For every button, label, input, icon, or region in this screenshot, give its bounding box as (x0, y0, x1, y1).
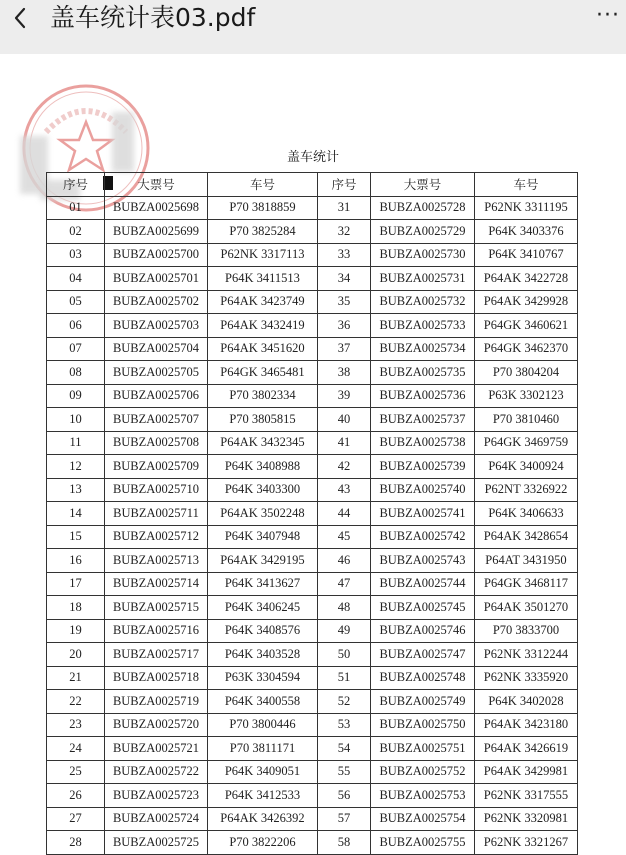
vehicle-stats-table (46, 172, 578, 855)
cell-ticket-no: BUBZA0025714 (105, 572, 208, 596)
cell-seq: 19 (47, 619, 105, 643)
cell-seq: 06 (47, 314, 105, 338)
cell-ticket-no: BUBZA0025744 (371, 572, 475, 596)
cell-car-no: P64GK 3460621 (475, 314, 578, 338)
cell-car-no: P62NK 3320981 (475, 807, 578, 831)
cell-seq: 18 (47, 596, 105, 620)
cell-car-no: P64AK 3429981 (475, 760, 578, 784)
cell-seq: 58 (318, 831, 371, 855)
cell-car-no: P64AK 3451620 (208, 337, 318, 361)
cell-ticket-no: BUBZA0025753 (371, 784, 475, 808)
cell-seq: 53 (318, 713, 371, 737)
table-row (47, 267, 578, 291)
cell-car-no: P70 3825284 (208, 220, 318, 244)
cell-seq: 37 (318, 337, 371, 361)
cell-ticket-no: BUBZA0025711 (105, 502, 208, 526)
table-row (47, 502, 578, 526)
document-title: 盖车统计表03.pdf (50, 3, 256, 32)
cell-ticket-no: BUBZA0025718 (105, 666, 208, 690)
cell-ticket-no: BUBZA0025700 (105, 243, 208, 267)
table-row (47, 361, 578, 385)
cell-seq: 28 (47, 831, 105, 855)
cell-seq: 12 (47, 455, 105, 479)
cell-car-no: P63K 3302123 (475, 384, 578, 408)
cell-seq: 27 (47, 807, 105, 831)
cell-ticket-no: BUBZA0025723 (105, 784, 208, 808)
cell-car-no: P64AK 3423749 (208, 290, 318, 314)
cell-seq: 04 (47, 267, 105, 291)
table-row (47, 737, 578, 761)
cell-seq: 10 (47, 408, 105, 432)
cell-seq: 05 (47, 290, 105, 314)
cell-seq: 47 (318, 572, 371, 596)
cell-ticket-no: BUBZA0025721 (105, 737, 208, 761)
cell-seq: 23 (47, 713, 105, 737)
table-row (47, 384, 578, 408)
cell-ticket-no: BUBZA0025706 (105, 384, 208, 408)
cell-seq: 52 (318, 690, 371, 714)
cell-ticket-no: BUBZA0025732 (371, 290, 475, 314)
cell-ticket-no: BUBZA0025716 (105, 619, 208, 643)
cell-car-no: P64K 3410767 (475, 243, 578, 267)
table-header-row (47, 173, 578, 197)
cell-seq: 09 (47, 384, 105, 408)
cell-seq: 41 (318, 431, 371, 455)
table-row (47, 596, 578, 620)
cell-ticket-no: BUBZA0025725 (105, 831, 208, 855)
cell-ticket-no: BUBZA0025747 (371, 643, 475, 667)
cell-ticket-no: BUBZA0025733 (371, 314, 475, 338)
cell-car-no: P64K 3412533 (208, 784, 318, 808)
cell-ticket-no: BUBZA0025728 (371, 196, 475, 220)
cell-car-no: P64K 3408988 (208, 455, 318, 479)
more-options-icon[interactable]: ··· (596, 3, 620, 28)
cell-ticket-no: BUBZA0025739 (371, 455, 475, 479)
cell-seq: 45 (318, 525, 371, 549)
cell-seq: 50 (318, 643, 371, 667)
cell-car-no: P64AK 3429195 (208, 549, 318, 573)
cell-seq: 08 (47, 361, 105, 385)
cell-car-no: P64K 3413627 (208, 572, 318, 596)
cell-car-no: P70 3802334 (208, 384, 318, 408)
table-row (47, 220, 578, 244)
cell-car-no: P64K 3411513 (208, 267, 318, 291)
cell-car-no: P64K 3406245 (208, 596, 318, 620)
pdf-page (0, 54, 626, 849)
cell-seq: 01 (47, 196, 105, 220)
cell-seq: 20 (47, 643, 105, 667)
cell-car-no: P70 3833700 (475, 619, 578, 643)
cell-ticket-no: BUBZA0025720 (105, 713, 208, 737)
cell-ticket-no: BUBZA0025746 (371, 619, 475, 643)
col-header-seq: 序号 (47, 173, 105, 197)
cell-ticket-no: BUBZA0025702 (105, 290, 208, 314)
cell-ticket-no: BUBZA0025741 (371, 502, 475, 526)
cell-ticket-no: BUBZA0025731 (371, 267, 475, 291)
cell-seq: 25 (47, 760, 105, 784)
cell-car-no: P70 3822206 (208, 831, 318, 855)
cell-ticket-no: BUBZA0025736 (371, 384, 475, 408)
cell-car-no: P64AK 3502248 (208, 502, 318, 526)
cell-car-no: P64GK 3465481 (208, 361, 318, 385)
col-header-ticket: 大票号 (105, 173, 208, 197)
cell-ticket-no: BUBZA0025751 (371, 737, 475, 761)
table-row (47, 549, 578, 573)
cell-ticket-no: BUBZA0025717 (105, 643, 208, 667)
cell-ticket-no: BUBZA0025703 (105, 314, 208, 338)
cell-ticket-no: BUBZA0025735 (371, 361, 475, 385)
cell-seq: 02 (47, 220, 105, 244)
table-row (47, 784, 578, 808)
cell-ticket-no: BUBZA0025752 (371, 760, 475, 784)
cell-ticket-no: BUBZA0025713 (105, 549, 208, 573)
cell-ticket-no: BUBZA0025742 (371, 525, 475, 549)
col-header-ticket: 大票号 (371, 173, 475, 197)
cell-car-no: P64AK 3426619 (475, 737, 578, 761)
cell-ticket-no: BUBZA0025729 (371, 220, 475, 244)
cell-ticket-no: BUBZA0025710 (105, 478, 208, 502)
cell-seq: 35 (318, 290, 371, 314)
cell-ticket-no: BUBZA0025750 (371, 713, 475, 737)
table-row (47, 713, 578, 737)
cell-ticket-no: BUBZA0025722 (105, 760, 208, 784)
table-row (47, 619, 578, 643)
cell-car-no: P64K 3403376 (475, 220, 578, 244)
cell-seq: 54 (318, 737, 371, 761)
cell-car-no: P62NT 3326922 (475, 478, 578, 502)
table-row (47, 690, 578, 714)
cell-seq: 36 (318, 314, 371, 338)
cell-car-no: P62NK 3312244 (475, 643, 578, 667)
cell-ticket-no: BUBZA0025749 (371, 690, 475, 714)
cell-seq: 34 (318, 267, 371, 291)
cell-car-no: P70 3811171 (208, 737, 318, 761)
cell-car-no: P64AK 3432419 (208, 314, 318, 338)
cell-car-no: P70 3805815 (208, 408, 318, 432)
cell-car-no: P64GK 3462370 (475, 337, 578, 361)
cell-ticket-no: BUBZA0025743 (371, 549, 475, 573)
cell-ticket-no: BUBZA0025730 (371, 243, 475, 267)
cell-car-no: P64AK 3501270 (475, 596, 578, 620)
cell-car-no: P64K 3406633 (475, 502, 578, 526)
cell-seq: 55 (318, 760, 371, 784)
cell-car-no: P64K 3407948 (208, 525, 318, 549)
cell-seq: 11 (47, 431, 105, 455)
table-row (47, 572, 578, 596)
col-header-seq: 序号 (318, 173, 371, 197)
cell-seq: 43 (318, 478, 371, 502)
cell-car-no: P64K 3402028 (475, 690, 578, 714)
table-row (47, 760, 578, 784)
cell-ticket-no: BUBZA0025699 (105, 220, 208, 244)
table-row (47, 455, 578, 479)
table-row (47, 431, 578, 455)
cell-ticket-no: BUBZA0025707 (105, 408, 208, 432)
cell-car-no: P64GK 3468117 (475, 572, 578, 596)
cell-car-no: P63K 3304594 (208, 666, 318, 690)
cell-seq: 14 (47, 502, 105, 526)
cell-ticket-no: BUBZA0025754 (371, 807, 475, 831)
cell-seq: 56 (318, 784, 371, 808)
cell-ticket-no: BUBZA0025724 (105, 807, 208, 831)
table-row (47, 196, 578, 220)
cell-ticket-no: BUBZA0025709 (105, 455, 208, 479)
cell-seq: 48 (318, 596, 371, 620)
cell-seq: 51 (318, 666, 371, 690)
cell-seq: 15 (47, 525, 105, 549)
cell-ticket-no: BUBZA0025738 (371, 431, 475, 455)
cell-seq: 40 (318, 408, 371, 432)
table-row (47, 831, 578, 855)
cell-ticket-no: BUBZA0025745 (371, 596, 475, 620)
cell-car-no: P64AK 3426392 (208, 807, 318, 831)
cell-seq: 33 (318, 243, 371, 267)
cell-car-no: P64K 3400924 (475, 455, 578, 479)
cell-car-no: P70 3810460 (475, 408, 578, 432)
cell-seq: 32 (318, 220, 371, 244)
cell-ticket-no: BUBZA0025698 (105, 196, 208, 220)
cell-seq: 13 (47, 478, 105, 502)
cell-ticket-no: BUBZA0025740 (371, 478, 475, 502)
cell-ticket-no: BUBZA0025715 (105, 596, 208, 620)
cell-ticket-no: BUBZA0025701 (105, 267, 208, 291)
cell-ticket-no: BUBZA0025719 (105, 690, 208, 714)
cell-car-no: P64GK 3469759 (475, 431, 578, 455)
cell-car-no: P64AK 3432345 (208, 431, 318, 455)
cell-seq: 22 (47, 690, 105, 714)
table-row (47, 525, 578, 549)
sheet-title: 盖车统计 (286, 150, 339, 165)
cell-car-no: P70 3800446 (208, 713, 318, 737)
cell-car-no: P64K 3400558 (208, 690, 318, 714)
table-row (47, 314, 578, 338)
cell-ticket-no: BUBZA0025734 (371, 337, 475, 361)
cell-car-no: P64K 3403528 (208, 643, 318, 667)
cell-seq: 42 (318, 455, 371, 479)
cell-car-no: P64AK 3428654 (475, 525, 578, 549)
cell-seq: 57 (318, 807, 371, 831)
pdf-viewer-header (0, 0, 626, 54)
cell-seq: 46 (318, 549, 371, 573)
cell-car-no: P62NK 3317555 (475, 784, 578, 808)
cell-car-no: P62NK 3311195 (475, 196, 578, 220)
chevron-left-icon[interactable] (6, 3, 36, 33)
cell-car-no: P64K 3409051 (208, 760, 318, 784)
cell-seq: 17 (47, 572, 105, 596)
cell-ticket-no: BUBZA0025705 (105, 361, 208, 385)
cell-seq: 31 (318, 196, 371, 220)
table-row (47, 243, 578, 267)
table-row (47, 643, 578, 667)
cell-car-no: P64AT 3431950 (475, 549, 578, 573)
cell-car-no: P62NK 3321267 (475, 831, 578, 855)
cell-car-no: P70 3818859 (208, 196, 318, 220)
cell-car-no: P62NK 3317113 (208, 243, 318, 267)
cell-seq: 03 (47, 243, 105, 267)
cell-seq: 49 (318, 619, 371, 643)
table-row (47, 807, 578, 831)
cell-ticket-no: BUBZA0025755 (371, 831, 475, 855)
cell-ticket-no: BUBZA0025708 (105, 431, 208, 455)
cell-car-no: P62NK 3335920 (475, 666, 578, 690)
cell-car-no: P70 3804204 (475, 361, 578, 385)
cell-car-no: P64AK 3422728 (475, 267, 578, 291)
cell-seq: 44 (318, 502, 371, 526)
col-header-car: 车号 (208, 173, 318, 197)
cell-seq: 39 (318, 384, 371, 408)
cell-car-no: P64AK 3429928 (475, 290, 578, 314)
col-header-car: 车号 (475, 173, 578, 197)
cell-ticket-no: BUBZA0025704 (105, 337, 208, 361)
cell-car-no: P64AK 3423180 (475, 713, 578, 737)
table-row (47, 337, 578, 361)
table-row (47, 666, 578, 690)
cell-seq: 21 (47, 666, 105, 690)
cell-ticket-no: BUBZA0025712 (105, 525, 208, 549)
cell-seq: 07 (47, 337, 105, 361)
cell-seq: 16 (47, 549, 105, 573)
cell-seq: 24 (47, 737, 105, 761)
table-row (47, 290, 578, 314)
cell-car-no: P64K 3403300 (208, 478, 318, 502)
cell-seq: 38 (318, 361, 371, 385)
table-row (47, 478, 578, 502)
table-row (47, 408, 578, 432)
cell-seq: 26 (47, 784, 105, 808)
cell-ticket-no: BUBZA0025737 (371, 408, 475, 432)
cell-ticket-no: BUBZA0025748 (371, 666, 475, 690)
cell-car-no: P64K 3408576 (208, 619, 318, 643)
